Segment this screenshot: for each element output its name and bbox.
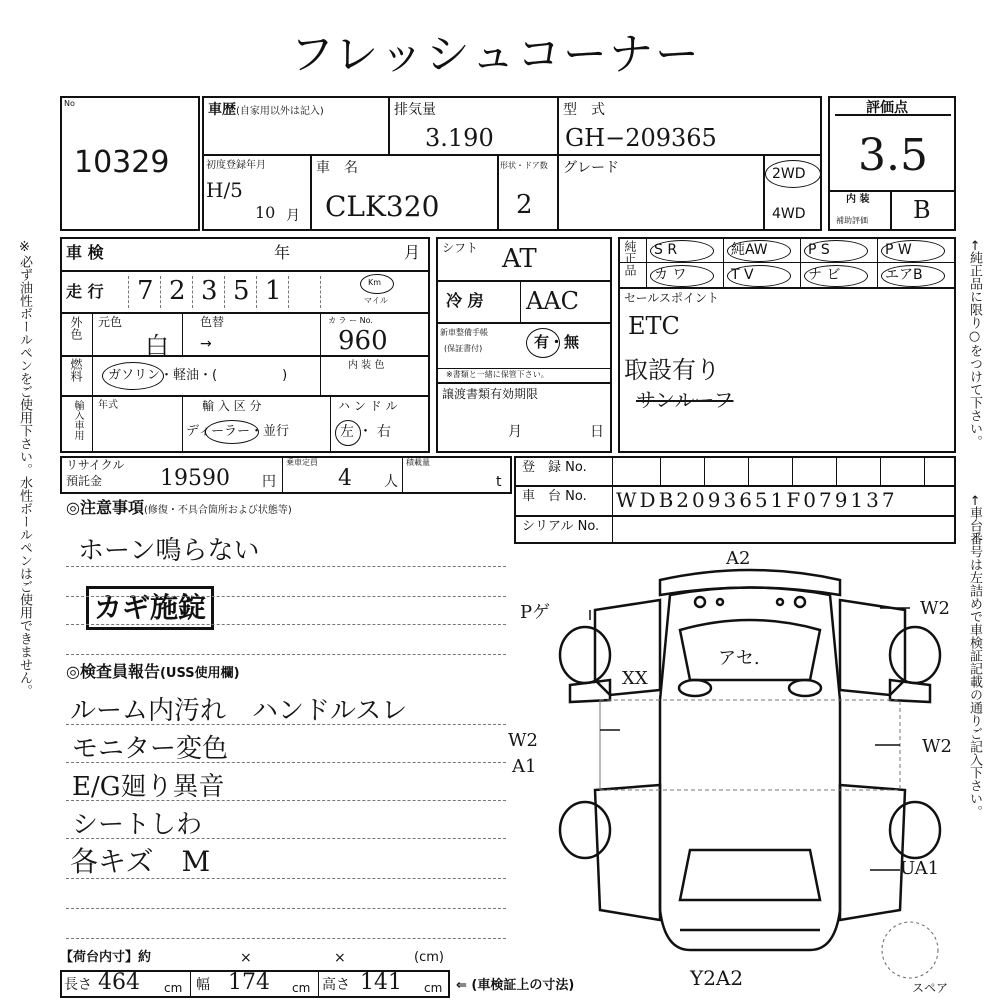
chassis-value: WDB2093651F079137 (616, 488, 898, 512)
side-note-left: ※必ず油性ボールペンをご使用下さい。水性ボールペンはご使用できません。 (17, 240, 32, 697)
option-row1-2: P S (808, 242, 830, 258)
first-reg-label: 初度登録年月 (206, 160, 266, 171)
manual-label-1: 新車整備手帳 (440, 328, 488, 337)
recycle-unit: 円 (262, 474, 276, 490)
cargo-x1: × (240, 950, 252, 966)
shift-label: シフト (442, 241, 479, 255)
diagram-a2-top: A2 (726, 548, 751, 569)
odometer-digit-cell (256, 276, 289, 308)
inspector-line-1: ルーム内汚れ ハンドルスレ (70, 696, 408, 726)
diagram-right-bottom: UA1 (900, 858, 940, 879)
fuel-options: ガソリン・軽油・( ) (108, 368, 288, 383)
manual-options: 有・無 (534, 333, 580, 351)
import-year-label: 年式 (98, 400, 118, 411)
color-label: 外色 (69, 316, 83, 340)
sales-point-2: 取設有り (624, 356, 720, 384)
diagram-rear-left: Pゲ (520, 602, 551, 623)
inspection-label: 車 検 (66, 243, 104, 262)
option-row1-3: P W (885, 242, 912, 258)
sales-points-label: セールスポイント (624, 291, 719, 305)
option-circle (727, 265, 791, 287)
option-row1-1: 純AW (731, 242, 768, 258)
model-code-label: 型 式 (563, 102, 605, 118)
sheet-title: フレッシュコーナー (290, 29, 701, 80)
model-code-value: GH−209365 (565, 124, 717, 152)
doors-label: 形状・ドア数 (500, 161, 548, 170)
drive-2wd: 2WD (772, 166, 806, 182)
aircon-value: AAC (526, 287, 580, 315)
mileage-unit-km: Km (368, 278, 382, 287)
manual-note: ※書類と一緒に保管下さい。 (446, 370, 549, 379)
option-circle (650, 265, 714, 287)
doors-value: 2 (516, 190, 533, 220)
option-row2-0: カ ワ (654, 267, 687, 283)
length-value: 464 (98, 970, 140, 995)
aircon-label: 冷 房 (446, 291, 484, 310)
shift-value: AT (502, 244, 537, 274)
odometer-digit: 2 (169, 276, 186, 306)
spare-label: スペア (912, 981, 949, 995)
capacity-value: 4 (338, 466, 352, 491)
interior-label-1: 内 装 (846, 194, 870, 205)
capacity-unit: 人 (384, 474, 398, 490)
width-value: 174 (228, 970, 270, 995)
registration-col-line (748, 456, 749, 485)
interior-label-2: 補助評価 (836, 216, 868, 225)
recycle-value: 19590 (160, 466, 230, 491)
cargo-label: 【荷台内寸】約 (60, 950, 152, 965)
recycle-label-2: 預託金 (66, 474, 103, 488)
registration-col-line (880, 456, 881, 485)
diagram-rear-right: W2 (920, 598, 950, 619)
capacity-label: 乗車定員 (286, 458, 318, 467)
mileage-unit-mile: マイル (364, 296, 388, 305)
registration-col-line (792, 456, 793, 485)
color-orig-value: 白 (145, 332, 169, 360)
side-note-right-2: ←車台番号は左詰めで車検証記載の通りご記入下さい。 (967, 495, 982, 818)
option-circle (881, 265, 945, 287)
inspector-heading: ◎検査員報告(USS使用欄) (66, 662, 240, 681)
length-label: 長さ (64, 977, 92, 993)
color-orig-label: 元色 (98, 315, 123, 329)
sales-point-3: サンルーフ (636, 388, 734, 412)
diagram-right-mid: W2 (922, 736, 952, 757)
first-reg-month-unit: 月 (286, 208, 300, 224)
cargo-x2: × (334, 950, 346, 966)
notes-line-1: ホーン鳴らない (78, 536, 260, 566)
odometer-digit: 1 (265, 276, 282, 306)
option-circle (650, 240, 714, 262)
interior-color-label: 内 装 色 (348, 360, 385, 371)
diagram-left-mid-1: W2 (508, 730, 538, 751)
registration-col-line (924, 456, 925, 485)
option-circle (881, 240, 945, 262)
car-name-value: CLK320 (325, 190, 440, 223)
import-type-label: 輸 入 区 分 (202, 399, 262, 413)
displacement-label: 排気量 (394, 102, 436, 118)
diagram-center: アセ. (718, 648, 760, 669)
option-row2-1: T V (731, 267, 754, 283)
car-damage-diagram (540, 550, 960, 980)
option-circle (804, 240, 868, 262)
handle-label: ハ ン ド ル (338, 399, 398, 413)
side-note-right-1: ←純正品に限り○をつけて下さい。 (967, 240, 982, 448)
interior-value: B (913, 196, 931, 224)
dims-note: ⇐ (車検証上の寸法) (456, 978, 575, 993)
diagram-left-mid-2: A1 (512, 756, 537, 777)
serial-label: シリアル No. (522, 519, 600, 534)
score-value: 3.5 (858, 130, 928, 181)
handle-options: 左 ・ 右 (340, 424, 391, 440)
displacement-value: 3.190 (425, 124, 494, 152)
registration-col-line (704, 456, 705, 485)
option-row2-3: エアB (885, 267, 923, 283)
odometer-digit-cell (224, 276, 257, 308)
odometer-digit: 3 (201, 276, 218, 306)
odometer-digit-cell (320, 276, 353, 308)
inspector-line-2: モニター変色 (72, 734, 229, 764)
import-type-options: ディーラー・並行 (186, 424, 289, 439)
transfer-docs-day: 日 (590, 424, 604, 440)
car-name-label: 車 名 (316, 160, 358, 176)
odometer-digit-cell (288, 276, 321, 308)
odometer-digit-cell (128, 276, 161, 308)
manual-label-2: (保証書付) (444, 344, 483, 353)
drive-4wd: 4WD (772, 206, 806, 222)
cargo-unit: (cm) (414, 950, 444, 965)
registration-col-line (836, 456, 837, 485)
fuel-label: 燃料 (69, 358, 83, 382)
history-label: 車歴(自家用以外は記入) (208, 102, 324, 118)
inspection-month: 月 (404, 243, 421, 262)
load-label: 積載量 (406, 458, 430, 467)
height-value: 141 (360, 970, 402, 995)
odometer-digit: 7 (137, 276, 154, 306)
transfer-docs-label: 譲渡書類有効期限 (442, 387, 539, 401)
inspection-year: 年 (274, 243, 291, 262)
notes-heading: ◎注意事項(修復・不具合箇所および状態等) (66, 498, 292, 517)
registration-col-line (660, 456, 661, 485)
recycle-label-1: リサイクル (66, 458, 125, 472)
inspector-line-5: 各キズ M (70, 845, 211, 878)
score-label: 評価点 (866, 100, 908, 116)
inspector-line-3: E/G廻り異音 (72, 772, 225, 802)
height-label: 高さ (322, 977, 350, 993)
color-no-value: 960 (338, 326, 388, 356)
import-label: 輸入車用 (72, 400, 83, 440)
height-unit: cm (424, 981, 443, 995)
width-unit: cm (292, 981, 311, 995)
odometer-digit-cell (192, 276, 225, 308)
odometer (128, 272, 358, 312)
registration-label: 登 録 No. (522, 460, 587, 475)
odometer-digit-cell (160, 276, 193, 308)
odometer-digit: 5 (233, 276, 250, 306)
color-arrow: → (200, 336, 212, 352)
width-label: 幅 (196, 977, 210, 993)
chassis-label: 車 台 No. (522, 489, 587, 504)
diagram-bottom: Y2A2 (690, 966, 744, 990)
option-circle (727, 240, 791, 262)
option-circle (804, 265, 868, 287)
transfer-docs-month: 月 (508, 424, 522, 440)
first-reg-era: H/5 (206, 178, 243, 202)
sales-point-1: ETC (628, 312, 680, 340)
option-row2-2: ナ ビ (808, 267, 841, 283)
length-unit: cm (164, 981, 183, 995)
inspector-line-4: シートしわ (72, 810, 203, 840)
grade-label: グレード (563, 160, 619, 176)
lot-number: 10329 (74, 145, 170, 180)
mileage-label: 走 行 (66, 282, 104, 301)
color-no-label: カ ラ ー No. (328, 316, 373, 325)
genuine-label: 純正品 (623, 240, 637, 276)
key-locked-stamp-text: カギ施錠 (94, 591, 207, 624)
option-row1-0: S R (654, 242, 678, 258)
first-reg-month: 10 (255, 203, 276, 222)
load-unit: t (496, 474, 502, 490)
lot-no-label: No (64, 99, 75, 108)
diagram-xx: XX (622, 668, 648, 689)
color-change-label: 色替 (200, 315, 225, 329)
